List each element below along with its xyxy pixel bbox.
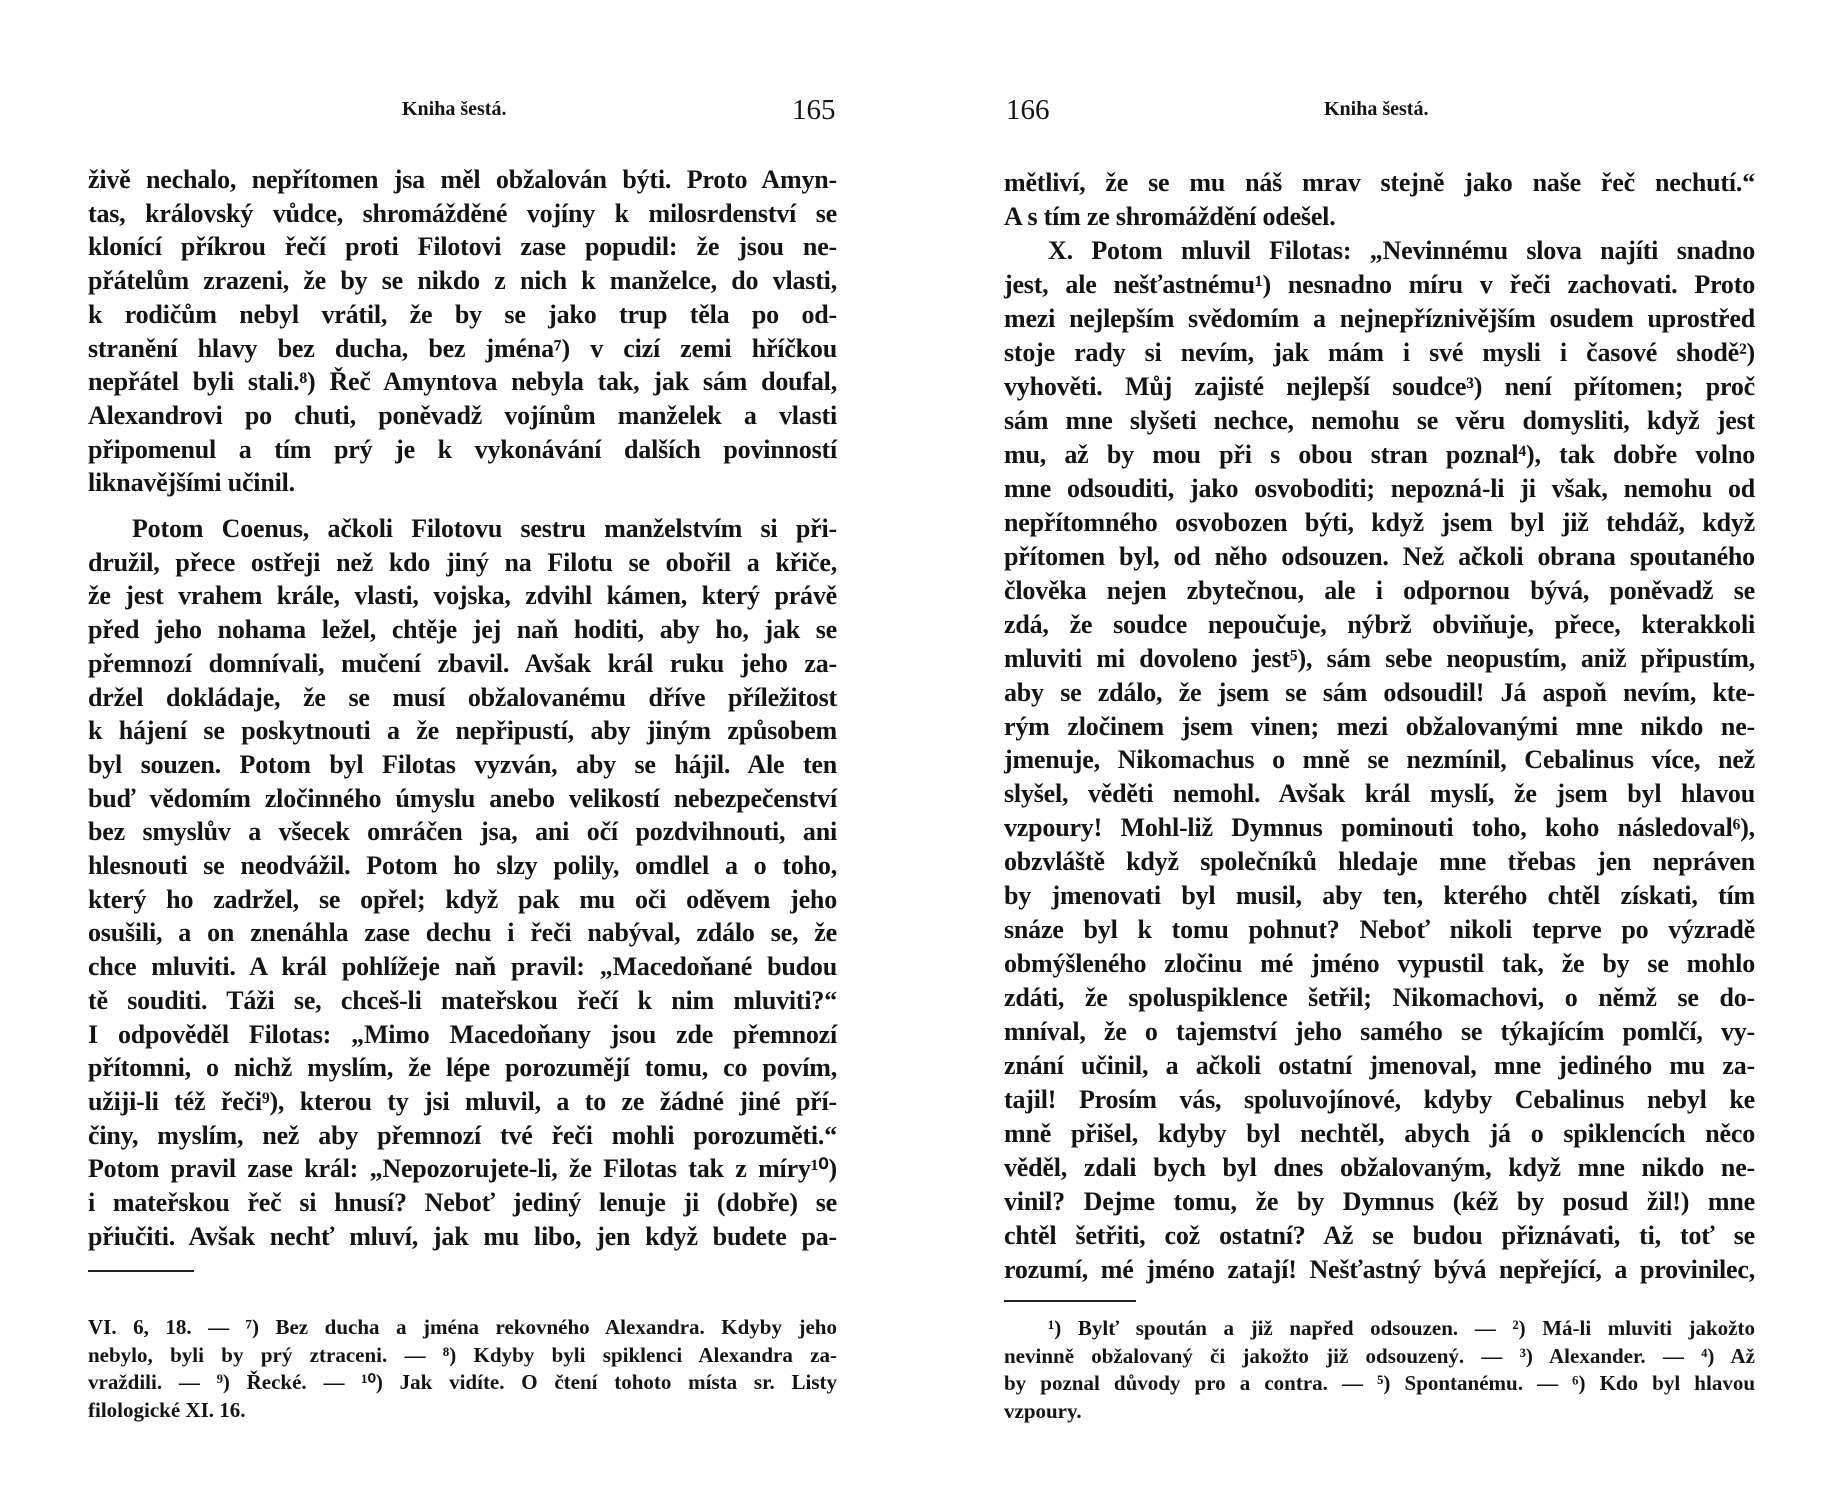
text-line: bez smyslův a všecek omráčen jsa, ani očí pozdvihnouti, ani: [88, 817, 837, 847]
footnote-line: nevinně obžalovaný či jakožto již odsouzený. — ³) Alexander. — ⁴) Až: [1004, 1343, 1755, 1368]
text-line: aby se zdálo, že jsem se sám odsoudil! Já aspoň nevím, kte-: [1004, 677, 1755, 707]
text-line: že jest vrahem krále, vlasti, vojska, zdvihl kámen, který právě: [88, 581, 837, 611]
text-line: hlesnouti se neodvážil. Potom ho slzy polily, omdlel a o toho,: [88, 851, 837, 880]
text-line: obmýšleného zločinu mé jméno vypustil tak, že by se mohlo: [1004, 949, 1755, 979]
text-line: I odpověděl Filotas: „Mimo Macedoňany jsou zde přemnozí: [88, 1019, 837, 1049]
footnote-separator: [1004, 1300, 1136, 1302]
page-number: 166: [1006, 94, 1050, 126]
text-line: mne odsouditi, jako osvoboditi; nepozná-li ji však, nemohu od: [1004, 473, 1755, 503]
text-line: před jeho nohama ležel, chtěje jej naň hoditi, aby ho, jak se: [88, 615, 837, 645]
text-line: vyhověti. Můj zajisté nejlepší soudce³) není přítomen; proč: [1004, 371, 1755, 401]
footnote-line: ¹) Bylť spoután a již napřed odsouzen. — ²) Má-li mluviti jakožto: [1048, 1316, 1755, 1340]
text-line: člověka nejen zbytečnou, ale i odpornou bývá, poněvadž se: [1004, 575, 1755, 605]
text-line: jmenuje, Nikomachus o mně se nezmínil, Cebalinus více, než: [1004, 745, 1755, 775]
text-line: věděl, zdali bych byl dnes obžalovaným, když mne nikdo ne-: [1004, 1153, 1755, 1183]
text-line: přítomen byl, od něho odsouzen. Než ačkoli obrana spoutaného: [1004, 541, 1755, 571]
text-line: zdáti, že spoluspiklence šetřil; Nikomachovi, o němž se do-: [1004, 983, 1755, 1013]
text-line: připomenul a tím prý je k vykonávání dalších povinností: [88, 434, 837, 464]
text-line: živě nechalo, nepřítomen jsa měl obžalován býti. Proto Amyn-: [88, 165, 837, 194]
running-head: Kniha šestá.: [402, 98, 507, 120]
text-line: přátelům zrazeni, že by se nikdo z nich k manželce, do vlasti,: [88, 266, 837, 296]
text-line: obzvláště když společníků hledaje mne třebas jen nepráven: [1004, 847, 1755, 877]
text-line: byl souzen. Potom byl Filotas vyzván, aby se hájil. Ale ten: [88, 749, 837, 779]
text-line: nepřítomného osvobozen býti, když jsem byl již tehdáž, když: [1004, 507, 1755, 537]
text-line: by jmenovati byl musil, aby ten, kterého chtěl získati, tím: [1004, 881, 1755, 911]
text-line: A s tím ze shromáždění odešel.: [1004, 201, 1336, 231]
text-line: mně přišel, kdyby byl nechtěl, abych já o spiklencích něco: [1004, 1119, 1755, 1149]
text-line: chce mluviti. A král pohlížeje naň pravil: „Macedoňané budou: [88, 952, 837, 982]
text-line: držel dokládaje, že se musí obžalovanému dříve příležitost: [88, 682, 837, 712]
text-line: mu, až by mou při s obou stran poznal⁴), tak dobře volno: [1004, 439, 1755, 469]
text-line: Potom Coenus, ačkoli Filotovu sestru manželstvím si při-: [132, 514, 837, 543]
footnote-line: vzpoury.: [1004, 1398, 1082, 1423]
text-line: jest, ale nešťastnému¹) nesnadno míru v řeči zachovati. Proto: [1004, 269, 1755, 299]
footnote-line: vraždili. — ⁹) Řecké. — ¹⁰) Jak vidíte. O čtení tohoto místa sr. Listy: [88, 1370, 837, 1394]
text-line: tě souditi. Táži se, chceš-li mateřskou řečí k nim mluviti?“: [88, 985, 837, 1015]
text-line: buď vědomím zločinného úmyslu anebo velikostí nebezpečenství: [88, 783, 837, 813]
text-line: přítomni, o nichž myslím, že lépe porozumějí tomu, co povím,: [88, 1053, 837, 1083]
text-line: vinil? Dejme tomu, že by Dymnus (kéž by posud žil!) mne: [1004, 1187, 1755, 1217]
text-line: rým zločinem jsem vinen; mezi obžalovanými mne nikdo ne-: [1004, 711, 1755, 741]
text-line: klonící příkrou řečí proti Filotovi zase popudil: že jsou ne-: [88, 232, 837, 262]
footnote-line: VI. 6, 18. — ⁷) Bez ducha a jména rekovného Alexandra. Kdyby jeho: [88, 1315, 837, 1339]
text-line: chtěl šetřiti, což ostatní? Až se budou přiznávati, ti, toť se: [1004, 1221, 1755, 1251]
text-line: k rodičům nebyl vrátil, že by se jako trup těla po od-: [88, 299, 837, 329]
text-line: Potom pravil zase král: „Nepozorujete-li, že Filotas tak z míry¹⁰): [88, 1154, 837, 1184]
text-line: X. Potom mluvil Filotas: „Nevinnému slova najíti snadno: [1048, 235, 1755, 265]
text-line: činy, myslím, než aby přemnozí tvé řeči mohli porozuměti.“: [88, 1120, 837, 1150]
text-line: družil, přece ostřeji než kdo jiný na Filotu se obořil a křiče,: [88, 547, 837, 577]
text-line: mníval, že o tajemství jeho samého se týkajícím pomlčí, vy-: [1004, 1017, 1755, 1047]
footnote-separator: [88, 1270, 194, 1272]
text-line: liknavějšími učinil.: [88, 468, 295, 498]
right-page: [916, 0, 1832, 1500]
text-line: mezi nejlepším svědomím a nejnepříznivějším osudem uprostřed: [1004, 303, 1755, 333]
text-line: slyšel, věděti nemohl. Avšak král myslí, že jsem byl hlavou: [1004, 779, 1755, 809]
text-line: tas, královský vůdce, shromážděné vojíny k milosrdenství se: [88, 198, 837, 228]
text-line: nepřátel byli stali.⁸) Řeč Amyntova nebyla tak, jak sám doufal,: [88, 367, 837, 397]
text-line: který ho zadržel, se opřel; když pak mu oči oděvem jeho: [88, 884, 837, 914]
text-line: zdá, že soudce nepoučuje, nýbrž obviňuje, přece, kterakkoli: [1004, 609, 1755, 639]
text-line: osušili, a on znenáhla zase dechu i řeči nabýval, zdálo se, že: [88, 918, 837, 948]
text-line: mluviti mi dovoleno jest⁵), sám sebe neopustím, aniž připustím,: [1004, 643, 1755, 673]
text-line: i mateřskou řeč si hnusí? Neboť jediný lenuje ji (dobře) se: [88, 1188, 837, 1217]
text-line: Alexandrovi po chuti, poněvadž vojínům manželek a vlasti: [88, 400, 837, 430]
running-head: Kniha šestá.: [1324, 98, 1429, 120]
page-number: 165: [792, 94, 836, 126]
text-line: tajil! Prosím vás, spoluvojínové, kdyby Cebalinus nebyl ke: [1004, 1085, 1755, 1115]
text-line: stranění hlavy bez ducha, bez jména⁷) v cizí zemi hříčkou: [88, 333, 837, 363]
text-line: snáze byl k tomu pohnut? Neboť nikoli teprve po výzradě: [1004, 915, 1755, 945]
text-line: užiji-li též řeči⁹), kterou ty jsi mluvil, a to ze žádné jiné pří-: [88, 1086, 837, 1116]
text-line: vzpoury! Mohl-liž Dymnus pominouti toho, koho následoval⁶),: [1004, 813, 1755, 843]
text-line: znání učinil, a ačkoli ostatní jmenoval, mne jediného mu za-: [1004, 1051, 1755, 1081]
text-line: rozumí, mé jméno zatají! Nešťastný bývá nepřející, a provinilec,: [1004, 1255, 1755, 1285]
footnote-line: filologické XI. 16.: [88, 1397, 246, 1422]
text-line: přiučiti. Avšak nechť mluví, jak mu libo, jen když budete pa-: [88, 1221, 837, 1251]
text-line: mětliví, že se mu náš mrav stejně jako naše řeč nechutí.“: [1004, 168, 1755, 197]
text-line: stoje rady si nevím, jak mám i své mysli i časové shodě²): [1004, 337, 1755, 367]
footnote-line: by poznal důvody pro a contra. — ⁵) Spontanému. — ⁶) Kdo byl hlavou: [1004, 1371, 1755, 1395]
footnote-line: nebylo, byli by prý ztraceni. — ⁸) Kdyby byli spiklenci Alexandra za-: [88, 1342, 837, 1367]
text-line: přemnozí domnívali, mučení zbavil. Avšak král ruku jeho za-: [88, 648, 837, 678]
text-line: sám mne slyšeti nechce, nemohu se věru domysliti, když jest: [1004, 405, 1755, 435]
text-line: k hájení se poskytnouti a že nepřipustí, aby jiným způsobem: [88, 716, 837, 746]
